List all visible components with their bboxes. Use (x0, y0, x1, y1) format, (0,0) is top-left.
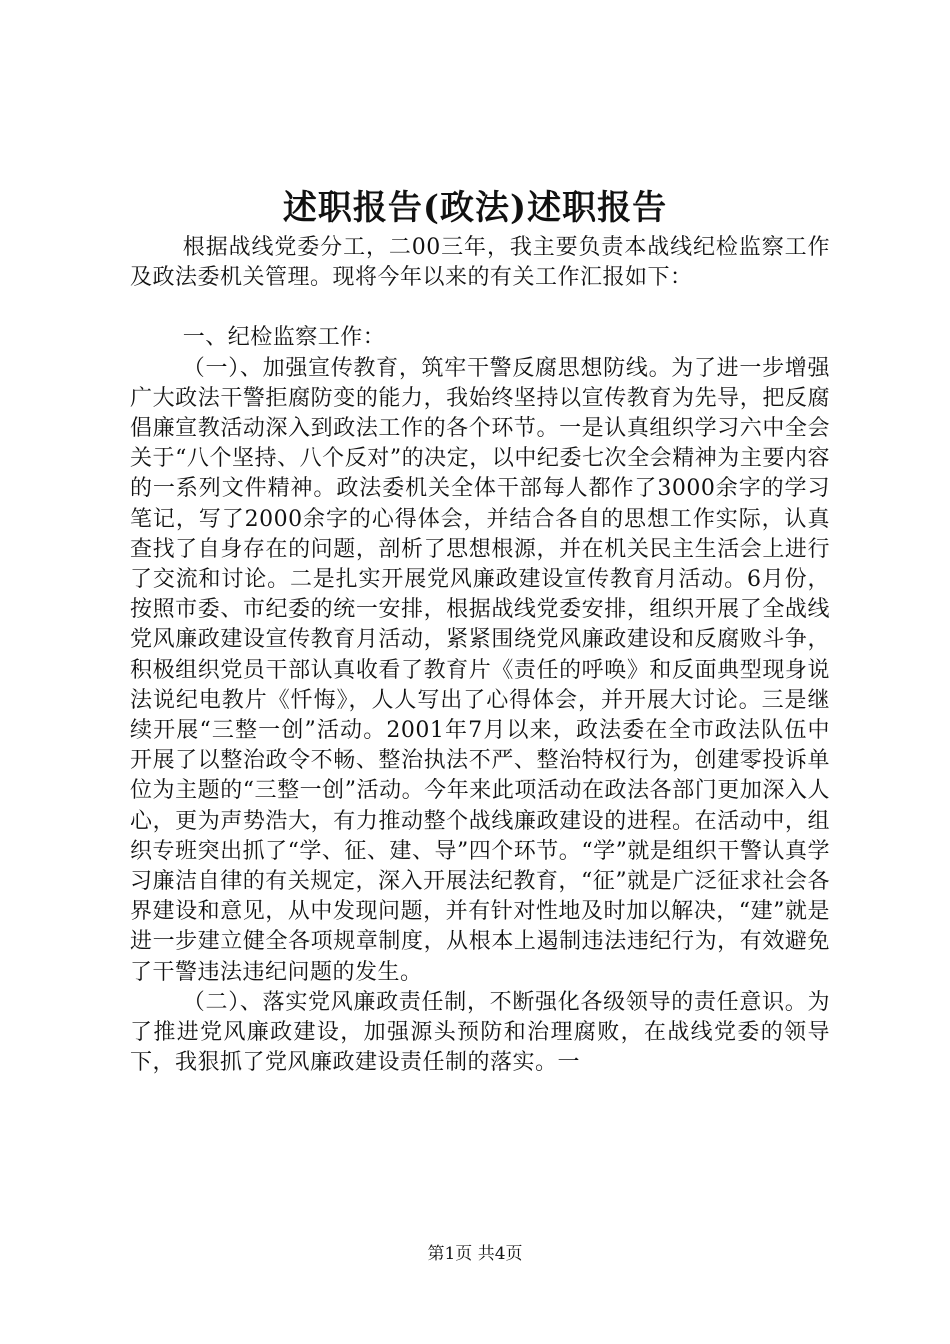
document-body (130, 233, 830, 1078)
paragraph-intro: 根据战线党委分工，二00三年，我主要负责本战线纪检监察工作及政法委机关管理。现将今年以来的有关工作汇报如下： (130, 235, 830, 291)
paragraph-section-2: （二）、落实党风廉政责任制，不断强化各级领导的责任意识。为了推进党风廉政建设，加强源头预防和治理腐败，在战线党委的领导下，我狠抓了党风廉政建设责任制的落实。一 (130, 989, 830, 1076)
document-title: 述职报告(政法)述职报告 (282, 188, 668, 228)
section-heading: 一、纪检监察工作： (182, 325, 386, 351)
paragraph-section-1: （一）、加强宣传教育，筑牢干警反腐思想防线。为了进一步增强广大政法干警拒腐防变的能力，我始终坚持以宣传教育为先导，把反腐倡廉宣教活动深入到政法工作的各个环节。一是认真组织学习六中全会关于“八个坚持、八个反对”的决定，以中纪委七次全会精神为主要内容的一系列文件精神。政法委机关全体干部每人都作了3000余字的学习笔记，写了2000余字的心得体会，并结合各自的思想工作实际，认真查找了自身存在的问题，剖析了思想根源，并在机关民主生活会上进行了交流和讨论。二是扎实开展党风廉政建设宣传教育月活动。6月份，按照市委、市纪委的统一安排，根据战线党委安排，组织开展了全战线党风廉政建设宣传教育月活动，紧紧围绕党风廉政建设和反腐败斗争，积极组织党员干部认真收看了教育片《责任的呼唤》和反面典型现身说法说纪电教片《忏悔》，人人写出了心得体会，并开展大讨论。三是继续开展“三整一创”活动。2001年7月以来，政法委在全市政法队伍中开展了以整治政令不畅、整治执法不严、整治特权行为，创建零投诉单位为主题的“三整一创”活动。今年来此项活动在政法各部门更加深入人心，更为声势浩大，有力推动整个战线廉政建设的进程。在活动中，组织专班突出抓了“学、征、建、导”四个环节。“学”就是组织干警认真学习廉洁自律的有关规定，深入开展法纪教育，“征”就是广泛征求社会各界建设和意见，从中发现问题，并有针对性地及时加以解决，“建”就是进一步建立健全各项规章制度，从根本上遏制违法违纪行为，有效避免了干警违法违纪问题的发生。 (130, 355, 830, 985)
page-number: 第1页 共4页 (427, 1244, 523, 1264)
